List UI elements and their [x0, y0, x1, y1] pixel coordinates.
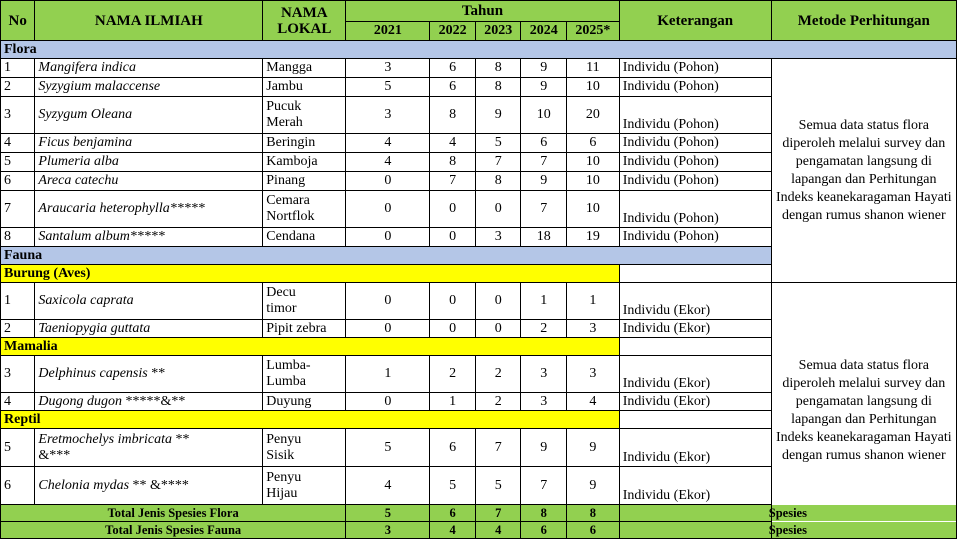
scientific-name-text: Eretmochelys imbricata: [38, 431, 173, 447]
col-header-metode: Metode Perhitungan: [771, 1, 956, 41]
row-no: 1: [1, 283, 35, 320]
local-name-line2: Lumba: [266, 374, 306, 389]
value-cell: 9: [521, 172, 567, 191]
value-cell: 0: [346, 191, 430, 228]
scientific-name-text: Delphinus capensis: [38, 366, 148, 381]
total-row-flora: [1, 505, 957, 522]
section-label-mamalia: Mamalia: [1, 338, 620, 356]
col-header-tahun: Tahun: [346, 1, 619, 22]
local-name: [263, 429, 346, 467]
total-value: 6: [567, 522, 620, 539]
scientific-name: [35, 429, 263, 467]
keterangan-cell: Individu (Ekor): [619, 283, 771, 320]
value-cell: 1: [567, 283, 620, 320]
keterangan-cell: Individu (Pohon): [619, 153, 771, 172]
value-cell: 4: [346, 467, 430, 505]
year-header: 2024: [521, 22, 567, 41]
value-cell: 4: [346, 153, 430, 172]
keterangan-cell: Individu (Pohon): [619, 228, 771, 247]
nama-lokal-line1: NAMA: [280, 4, 328, 21]
keterangan-cell: Individu (Ekor): [619, 356, 771, 393]
value-cell: 3: [567, 320, 620, 338]
local-name-line1: Penyu: [266, 431, 302, 447]
value-cell: 4: [430, 134, 476, 153]
value-cell: 5: [475, 467, 521, 505]
value-cell: 3: [346, 97, 430, 134]
value-cell: 7: [521, 153, 567, 172]
keterangan-cell: Individu (Pohon): [619, 191, 771, 228]
scientific-name-suffix: *****&**: [122, 393, 186, 409]
value-cell: 5: [475, 134, 521, 153]
value-cell: 8: [430, 153, 476, 172]
row-no: 3: [1, 97, 35, 134]
value-cell: 5: [430, 467, 476, 505]
metode-flora: Semua data status flora diperoleh melalui survey dan pengamatan langsung di lapangan dan Perhitungan Indeks keanekaragaman Hayati dengan rumus shanon wiener: [771, 59, 956, 283]
value-cell: 8: [475, 78, 521, 97]
header-row-1: [1, 1, 957, 22]
local-name: Mangga: [263, 59, 346, 78]
local-name: Kamboja: [263, 153, 346, 172]
row-no: 6: [1, 172, 35, 191]
keterangan-cell: Individu (Ekor): [619, 429, 771, 467]
local-name: [263, 283, 346, 320]
keterangan-cell: Individu (Pohon): [619, 172, 771, 191]
total-value: 6: [430, 505, 476, 522]
keterangan-cell: Individu (Ekor): [619, 467, 771, 505]
value-cell: 8: [475, 172, 521, 191]
year-header: 2022: [430, 22, 476, 41]
keterangan-cell: Individu (Ekor): [619, 393, 771, 411]
value-cell: 6: [430, 59, 476, 78]
value-cell: 6: [430, 78, 476, 97]
value-cell: 6: [430, 429, 476, 467]
value-cell: 3: [475, 228, 521, 247]
year-header: 2025*: [567, 22, 620, 41]
scientific-name: Syzygum Oleana: [35, 97, 263, 134]
value-cell: 3: [521, 356, 567, 393]
keterangan-cell: Individu (Ekor): [619, 320, 771, 338]
value-cell: 8: [430, 97, 476, 134]
local-name: Cendana: [263, 228, 346, 247]
total-row-fauna: [1, 522, 957, 539]
local-name-line2: Merah: [266, 115, 303, 130]
scientific-name: Plumeria alba: [35, 153, 263, 172]
value-cell: 7: [430, 172, 476, 191]
scientific-name: Taeniopygia guttata: [35, 320, 263, 338]
local-name-line1: Decu: [266, 285, 296, 300]
table-row: [1, 59, 957, 78]
local-name: Duyung: [263, 393, 346, 411]
metode-fauna: Semua data status flora diperoleh melalui survey dan pengamatan langsung di lapangan dan Perhitungan Indeks keanekaragaman Hayati dengan rumus shanon wiener: [771, 283, 956, 539]
scientific-name: Mangifera indica: [35, 59, 263, 78]
value-cell: 0: [430, 320, 476, 338]
total-unit: Spesies: [619, 522, 956, 539]
value-cell: 10: [567, 78, 620, 97]
row-no: 4: [1, 134, 35, 153]
scientific-name-suffix: **: [172, 431, 190, 447]
keterangan-cell: Individu (Pohon): [619, 59, 771, 78]
value-cell: 0: [430, 283, 476, 320]
value-cell: 0: [346, 228, 430, 247]
keterangan-cell: Individu (Pohon): [619, 134, 771, 153]
value-cell: 7: [521, 467, 567, 505]
scientific-name-suffix: **: [147, 366, 166, 381]
local-name-line2: Sisik: [266, 447, 295, 463]
col-header-nama-lokal: [263, 1, 346, 41]
scientific-name: Syzygium malaccense: [35, 78, 263, 97]
row-no: 2: [1, 78, 35, 97]
total-value: 6: [521, 522, 567, 539]
section-label-reptil: Reptil: [1, 411, 620, 429]
local-name-line1: Penyu: [266, 469, 302, 485]
scientific-name: [35, 393, 263, 411]
empty-cell: [619, 265, 771, 283]
value-cell: 1: [430, 393, 476, 411]
value-cell: 1: [346, 356, 430, 393]
row-no: 2: [1, 320, 35, 338]
value-cell: 0: [475, 320, 521, 338]
value-cell: 0: [346, 393, 430, 411]
value-cell: 7: [475, 153, 521, 172]
scientific-name-suffix: ** &****: [129, 477, 189, 493]
value-cell: 7: [475, 429, 521, 467]
row-no: 5: [1, 153, 35, 172]
value-cell: 0: [346, 172, 430, 191]
value-cell: 0: [430, 228, 476, 247]
value-cell: 3: [567, 356, 620, 393]
row-no: 3: [1, 356, 35, 393]
local-name-line2: Nortflok: [266, 209, 315, 224]
section-label-burung: Burung (Aves): [1, 265, 620, 283]
value-cell: 10: [567, 172, 620, 191]
value-cell: 10: [567, 191, 620, 228]
value-cell: 9: [521, 59, 567, 78]
keterangan-cell: Individu (Pohon): [619, 97, 771, 134]
scientific-name: [35, 356, 263, 393]
row-no: 5: [1, 429, 35, 467]
total-label: Total Jenis Spesies Flora: [1, 505, 346, 522]
total-value: 4: [475, 522, 521, 539]
value-cell: 4: [346, 134, 430, 153]
local-name-line1: Cemara: [266, 193, 310, 208]
value-cell: 10: [567, 153, 620, 172]
scientific-name-text: Dugong dugon: [38, 393, 123, 409]
value-cell: 2: [521, 320, 567, 338]
col-header-keterangan: Keterangan: [619, 1, 771, 41]
local-name: [263, 97, 346, 134]
value-cell: 4: [567, 393, 620, 411]
value-cell: 3: [521, 393, 567, 411]
value-cell: 18: [521, 228, 567, 247]
table-row: [1, 283, 957, 320]
scientific-name: Araucaria heterophylla*****: [35, 191, 263, 228]
scientific-name: Santalum album*****: [35, 228, 263, 247]
local-name: Pipit zebra: [263, 320, 346, 338]
local-name-line2: Hijau: [266, 485, 298, 501]
local-name: Jambu: [263, 78, 346, 97]
value-cell: 20: [567, 97, 620, 134]
section-label-flora: Flora: [1, 41, 957, 59]
total-value: 3: [346, 522, 430, 539]
value-cell: 5: [346, 429, 430, 467]
local-name-line1: Pucuk: [266, 99, 302, 114]
value-cell: 7: [521, 191, 567, 228]
local-name: Beringin: [263, 134, 346, 153]
scientific-name: Ficus benjamina: [35, 134, 263, 153]
value-cell: 3: [346, 59, 430, 78]
total-value: 8: [521, 505, 567, 522]
year-header: 2023: [475, 22, 521, 41]
col-header-no: No: [1, 1, 35, 41]
row-no: 6: [1, 467, 35, 505]
value-cell: 0: [346, 320, 430, 338]
total-unit: Spesies: [619, 505, 956, 522]
row-no: 7: [1, 191, 35, 228]
scientific-name-suffix-line2: &***: [38, 447, 71, 463]
empty-cell: [619, 338, 771, 356]
col-header-nama-ilmiah: NAMA ILMIAH: [35, 1, 263, 41]
local-name: [263, 467, 346, 505]
value-cell: 9: [521, 78, 567, 97]
section-row-flora: [1, 41, 957, 59]
value-cell: 8: [475, 59, 521, 78]
scientific-name-text: Chelonia mydas: [38, 477, 130, 493]
scientific-name: [35, 467, 263, 505]
keterangan-cell: Individu (Pohon): [619, 78, 771, 97]
value-cell: 6: [567, 134, 620, 153]
total-value: 8: [567, 505, 620, 522]
value-cell: 5: [346, 78, 430, 97]
value-cell: 2: [475, 393, 521, 411]
nama-lokal-line2: LOKAL: [277, 20, 332, 37]
empty-cell: [619, 411, 771, 429]
value-cell: 0: [475, 191, 521, 228]
value-cell: 10: [521, 97, 567, 134]
value-cell: 2: [430, 356, 476, 393]
value-cell: 9: [475, 97, 521, 134]
value-cell: 2: [475, 356, 521, 393]
scientific-name: Areca catechu: [35, 172, 263, 191]
value-cell: 0: [346, 283, 430, 320]
row-no: 4: [1, 393, 35, 411]
section-label-fauna: Fauna: [1, 247, 772, 265]
scientific-name: Saxicola caprata: [35, 283, 263, 320]
value-cell: 0: [475, 283, 521, 320]
value-cell: 6: [521, 134, 567, 153]
total-label: Total Jenis Spesies Fauna: [1, 522, 346, 539]
value-cell: 9: [567, 429, 620, 467]
local-name: Pinang: [263, 172, 346, 191]
total-value: 4: [430, 522, 476, 539]
year-header: 2021: [346, 22, 430, 41]
value-cell: 0: [430, 191, 476, 228]
row-no: 8: [1, 228, 35, 247]
row-no: 1: [1, 59, 35, 78]
local-name-line1: Lumba-: [266, 358, 311, 373]
total-value: 7: [475, 505, 521, 522]
value-cell: 9: [567, 467, 620, 505]
local-name: [263, 356, 346, 393]
value-cell: 1: [521, 283, 567, 320]
total-value: 5: [346, 505, 430, 522]
value-cell: 9: [521, 429, 567, 467]
local-name: [263, 191, 346, 228]
local-name-line2: timor: [266, 301, 297, 316]
value-cell: 11: [567, 59, 620, 78]
value-cell: 19: [567, 228, 620, 247]
